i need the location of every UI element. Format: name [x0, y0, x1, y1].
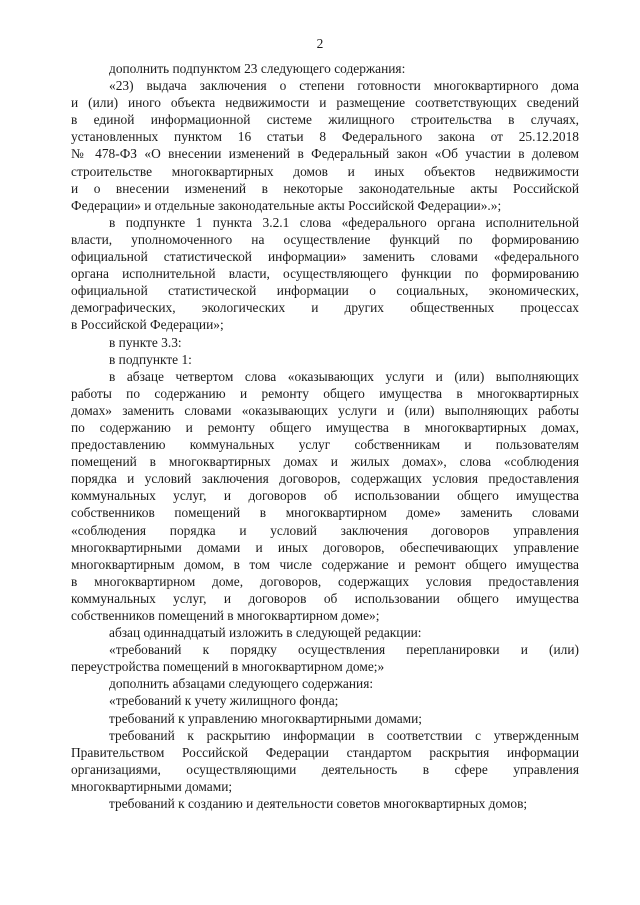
text-line: помещений в многоквартирных домах и жилых домах», слова «соблюдения — [71, 454, 579, 470]
paragraph — [71, 692, 579, 709]
text-line: многоквартирными домами; — [71, 778, 233, 794]
text-line: предоставлению коммунальных услуг собственникам и пользователям — [71, 437, 579, 453]
text-line: требований к управлению многоквартирными домами; — [109, 710, 423, 726]
text-line: демографических, экологических и других общественных процессах — [71, 300, 579, 316]
text-line: коммунальных услуг, и договоров об использовании общего имущества — [71, 488, 579, 504]
text-line: власти, уполномоченного на осуществление функций по формированию — [71, 231, 579, 247]
text-line: собственников помещений в многоквартирном доме» заменить словами — [71, 505, 579, 521]
paragraph — [71, 334, 579, 351]
text-line: Правительством Российской Федерации стандартом раскрытия информации — [71, 744, 579, 760]
text-line: порядка и условий заключения договоров, содержащих условия предоставления — [71, 471, 579, 487]
text-line: собственников помещений в многоквартирном доме»; — [71, 608, 380, 623]
text-line: в Российской Федерации»; — [71, 317, 224, 333]
text-line: и о внесении изменений в некоторые законодательные акты Российской — [71, 180, 579, 196]
text-line: коммунальных услуг, и договоров об использовании общего имущества — [71, 590, 579, 606]
paragraph — [71, 214, 579, 334]
page-number: 2 — [316, 36, 324, 51]
text-line: органа исполнительной власти, осуществляющего функции по формированию — [71, 266, 579, 282]
text-line: «23) выдача заключения о степени готовности многоквартирного дома — [109, 78, 579, 94]
document-body — [71, 60, 579, 812]
text-line: многоквартирными домами и иных договоров, обеспечивающих управление — [71, 539, 579, 555]
text-line: в подпункте 1: — [109, 351, 192, 367]
text-line: многоквартирным домом, в том числе содержание и ремонт общего имущества — [71, 556, 579, 572]
paragraph — [71, 710, 579, 727]
text-line: домах» заменить словами «оказывающих услуги и (или) выполняющих работы — [71, 402, 579, 418]
text-line: в многоквартирном доме, договоров, содержащих условия предоставления — [71, 573, 579, 589]
paragraph — [71, 77, 579, 214]
paragraph — [71, 727, 579, 795]
paragraph — [71, 675, 579, 692]
text-line: строительстве многоквартирных домов и иных объектов недвижимости — [71, 163, 579, 179]
text-line: по содержанию и ремонту общего имущества в многоквартирных домах, — [71, 419, 579, 435]
text-line: требований к раскрытию информации в соответствии с утвержденным — [109, 727, 579, 743]
text-line: абзац одиннадцатый изложить в следующей редакции: — [109, 625, 422, 641]
text-line: официальной статистической информации о социальных, экономических, — [71, 283, 579, 299]
text-line: в абзаце четвертом слова «оказывающих услуги и (или) выполняющих — [109, 368, 579, 384]
text-line: организациями, осуществляющими деятельность в сфере управления — [71, 761, 579, 777]
text-line: дополнить подпунктом 23 следующего содержания: — [109, 61, 406, 76]
text-line: установленных пунктом 16 статьи 8 Федерального закона от 25.12.2018 — [71, 129, 579, 145]
text-line: в подпункте 1 пункта 3.2.1 слова «федерального органа исполнительной — [109, 214, 579, 230]
text-line: Федерации» и отдельные законодательные акты Российской Федерации».»; — [71, 197, 502, 213]
text-line: и (или) иного объекта недвижимости и размещение соответствующих сведений — [71, 95, 579, 111]
paragraph — [71, 351, 579, 368]
text-line: работы по содержанию и ремонту общего имущества в многоквартирных — [71, 385, 579, 401]
paragraph — [71, 795, 579, 812]
text-line: «требований к порядку осуществления перепланировки и (или) — [109, 642, 579, 658]
text-line: в единой информационной системе жилищного строительства в случаях, — [71, 112, 579, 128]
text-line: требований к созданию и деятельности советов многоквартирных домов; — [109, 796, 528, 812]
text-line: «соблюдения порядка и условий заключения договоров управления — [71, 522, 579, 538]
text-line: № 478-ФЗ «О внесении изменений в Федеральный закон «Об участии в долевом — [71, 146, 579, 162]
text-line: официальной статистической информации» заменить словами «федерального — [71, 249, 579, 265]
text-line: дополнить абзацами следующего содержания: — [109, 676, 374, 692]
paragraph — [71, 60, 579, 77]
text-line: «требований к учету жилищного фонда; — [109, 693, 339, 709]
text-line: в пункте 3.3: — [109, 334, 182, 350]
paragraph — [71, 368, 579, 624]
paragraph — [71, 641, 579, 675]
text-line: переустройства помещений в многоквартирном доме;» — [71, 659, 385, 675]
paragraph — [71, 624, 579, 641]
